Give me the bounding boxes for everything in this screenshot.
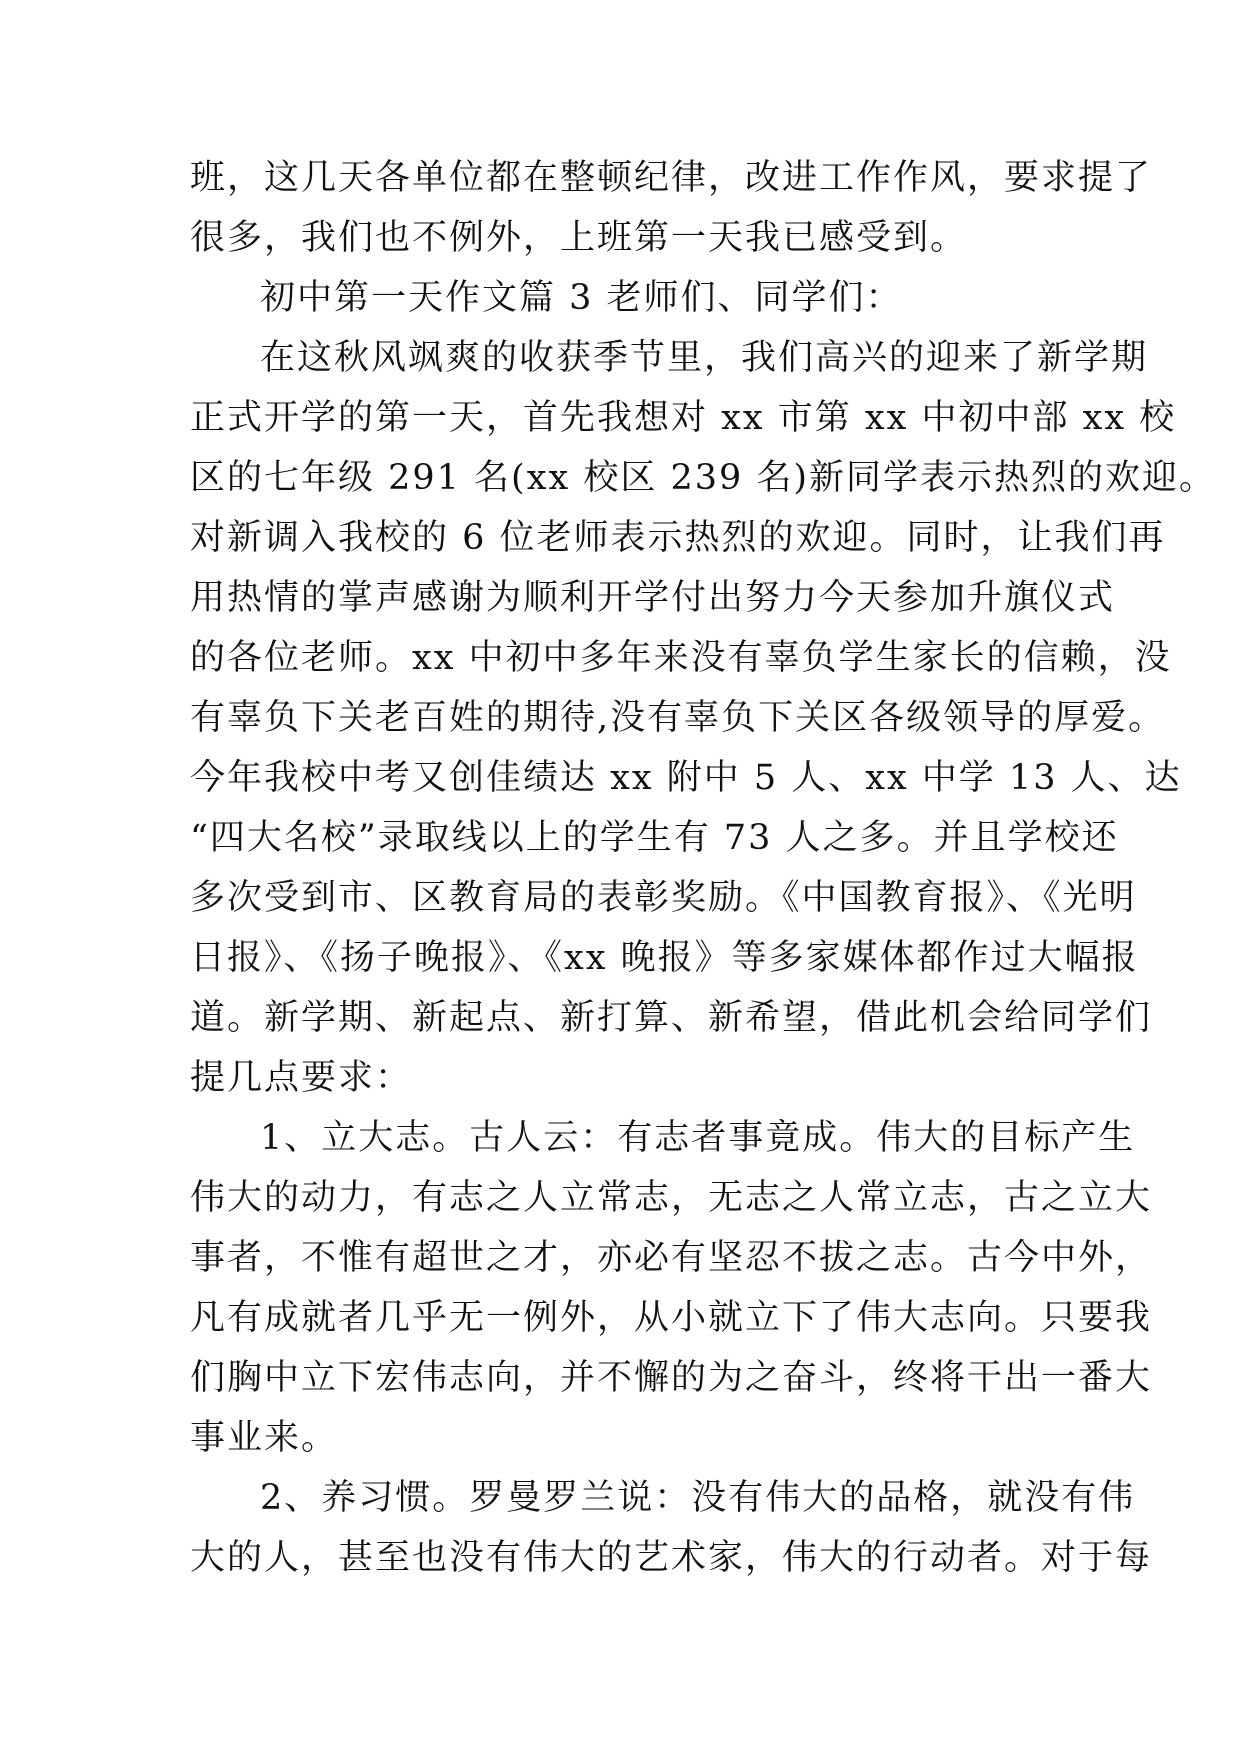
- text-line: 凡有成就者几乎无一例外，从小就立下了伟大志向。只要我: [190, 1298, 1153, 1338]
- text-line: 1、立大志。古人云：有志者事竟成。伟大的目标产生: [260, 1118, 1136, 1158]
- text-line: 道。新学期、新起点、新打算、新希望，借此机会给同学们: [190, 998, 1153, 1038]
- text-line: 在这秋风飒爽的收获季节里，我们高兴的迎来了新学期: [260, 338, 1149, 378]
- text-line: 正式开学的第一天，首先我想对 xx 市第 xx 中初中部 xx 校: [190, 398, 1177, 438]
- text-line: 大的人，甚至也没有伟大的艺术家，伟大的行动者。对于每: [190, 1538, 1153, 1578]
- text-line: 区的七年级 291 名(xx 校区 239 名)新同学表示热烈的欢迎。: [190, 458, 1217, 498]
- text-line: 伟大的动力，有志之人立常志，无志之人常立志，古之立大: [190, 1178, 1153, 1218]
- text-line: 多次受到市、区教育局的表彰奖励。《中国教育报》、《光明: [190, 878, 1137, 918]
- section-heading-line: 初中第一天作文篇 3 老师们、同学们：: [260, 278, 903, 318]
- text-line: 事者，不惟有超世之才，亦必有坚忍不拔之志。古今中外，: [190, 1238, 1153, 1278]
- text-line: 用热情的掌声感谢为顺利开学付出努力今天参加升旗仪式: [190, 578, 1116, 618]
- body-text: [190, 148, 1217, 1588]
- text-line: 日报》、《扬子晚报》、《xx 晚报》等多家媒体都作过大幅报: [190, 938, 1139, 978]
- text-line: “四大名校”录取线以上的学生有 73 人之多。并且学校还: [190, 818, 1119, 858]
- text-line: 有辜负下关老百姓的期待,没有辜负下关区各级领导的厚爱。: [190, 698, 1166, 738]
- text-line: 对新调入我校的 6 位老师表示热烈的欢迎。同时，让我们再: [190, 518, 1166, 558]
- text-line: 事业来。: [190, 1418, 339, 1458]
- text-line: 们胸中立下宏伟志向，并不懈的为之奋斗，终将干出一番大: [190, 1358, 1153, 1398]
- text-line: 提几点要求：: [190, 1058, 413, 1098]
- text-line: 2、养习惯。罗曼罗兰说：没有伟大的品格，就没有伟: [260, 1478, 1136, 1518]
- text-line: 很多，我们也不例外，上班第一天我已感受到。: [190, 218, 968, 258]
- text-line: 今年我校中考又创佳绩达 xx 附中 5 人、xx 中学 13 人、达: [190, 758, 1182, 798]
- text-line: 班，这几天各单位都在整顿纪律，改进工作作风，要求提了: [190, 158, 1153, 198]
- text-line: 的各位老师。xx 中初中多年来没有辜负学生家长的信赖，没: [190, 638, 1172, 678]
